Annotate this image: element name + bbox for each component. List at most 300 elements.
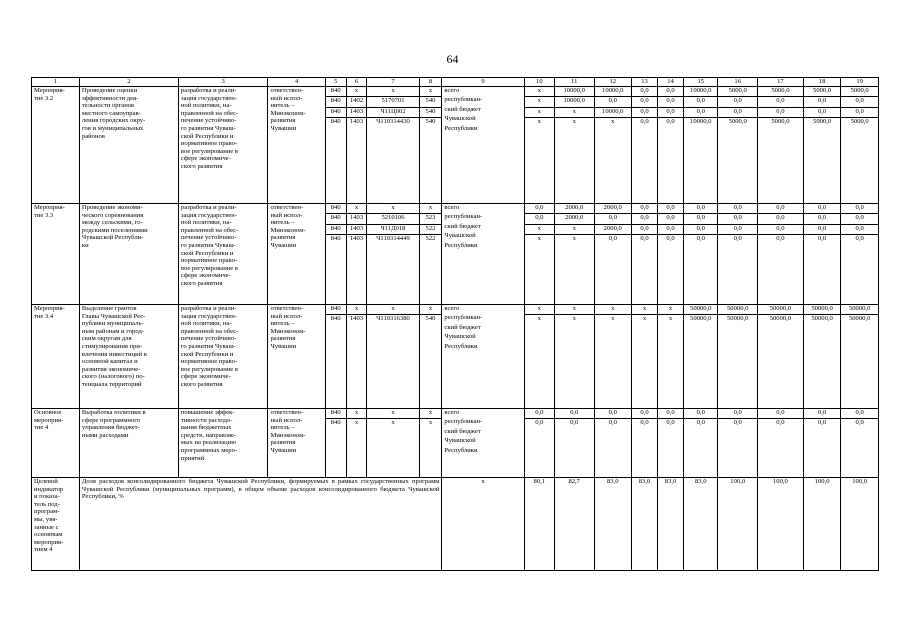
- year-value: 0,0: [855, 419, 864, 427]
- funding-source-line: Чувашской: [444, 232, 476, 240]
- year-value: 10000,0: [684, 87, 717, 97]
- year-value: 0,0: [658, 87, 683, 97]
- event-name-cell: Выработка политики в сфере программного управления бюджет- ными расходами: [79, 409, 178, 478]
- year-value: 2000,0: [555, 204, 594, 214]
- year-value: x: [555, 108, 594, 118]
- year-value: 0,0: [684, 108, 717, 118]
- year-value: x: [632, 305, 657, 315]
- year-value: 0,0: [718, 204, 757, 214]
- expense-type-cell: [419, 87, 442, 204]
- year-value: 10000,0: [555, 97, 594, 107]
- year-value-cell: [594, 409, 632, 478]
- year-value: 0,0: [608, 235, 617, 243]
- year-value: 0,0: [658, 204, 683, 214]
- year-value-cell: [718, 409, 758, 478]
- year-value: x: [525, 108, 554, 118]
- year-value: 0,0: [776, 419, 785, 427]
- year-value: 0,0: [684, 214, 717, 224]
- target-article-cell: [367, 409, 419, 478]
- header-cell: 6: [346, 78, 367, 87]
- target-indicator-value: 82,7: [554, 478, 594, 571]
- target-article-cell-line: Ч110314449: [376, 235, 410, 243]
- expense-type-cell-line: 522: [425, 235, 436, 243]
- executor-cell: ответствен- ный испол- нитель – Минэконом- развития Чувашии: [268, 409, 325, 478]
- year-value: 5000,0: [804, 87, 841, 97]
- executor-cell: ответствен- ный испол- нитель – Минэконом- развития Чувашии: [268, 305, 325, 409]
- year-value: x: [572, 235, 576, 243]
- target-article-cell-line: x: [367, 87, 418, 97]
- executor-cell: ответствен- ный испол- нитель – Минэконом- развития Чувашии: [268, 204, 325, 305]
- year-value: 0,0: [632, 204, 657, 214]
- year-value: x: [611, 118, 615, 126]
- funding-source-cell: [442, 204, 524, 305]
- year-value: 0,0: [718, 225, 757, 235]
- section-code-cell-line: 1403: [349, 235, 364, 243]
- year-value: x: [611, 315, 615, 323]
- year-value: 0,0: [841, 108, 878, 118]
- year-value: 0,0: [684, 97, 717, 107]
- section-code-cell: [346, 409, 367, 478]
- year-value: 50000,0: [841, 305, 878, 315]
- year-value: 0,0: [535, 419, 544, 427]
- year-value: 5000,0: [771, 118, 790, 126]
- funding-source-cell: [442, 87, 524, 204]
- grbs-code-cell-line: 840: [326, 204, 346, 214]
- section-code-cell: [346, 204, 367, 305]
- grbs-code-cell-line: 840: [326, 97, 346, 107]
- expense-type-cell-line: 540: [420, 108, 442, 118]
- header-cell: 11: [554, 78, 594, 87]
- expense-type-cell-line: x: [420, 409, 442, 419]
- year-value-cell: [594, 87, 632, 204]
- year-value: 0,0: [684, 204, 717, 214]
- funding-source-line: республикан-: [444, 418, 483, 426]
- event-number-cell: Основное мероприя- тие 4: [32, 409, 80, 478]
- year-value: 0,0: [718, 409, 757, 419]
- header-cell: 14: [658, 78, 684, 87]
- year-value: 10000,0: [690, 118, 712, 126]
- year-value: 0,0: [841, 97, 878, 107]
- year-value: 0,0: [555, 409, 594, 419]
- year-value: x: [658, 305, 683, 315]
- year-value: 0,0: [804, 108, 841, 118]
- header-row: [32, 78, 879, 87]
- expense-type-cell-line: 540: [425, 315, 436, 323]
- header-cell: 13: [632, 78, 658, 87]
- target-indicator-value: 83,0: [632, 478, 658, 571]
- funding-source-line: ский бюджет: [444, 427, 481, 435]
- expense-type-cell-line: x: [420, 87, 442, 97]
- target-indicator-label: Целевой индикатор и показа- тель под- програм- мы, увя- занные с основным мероприя- тием 4: [32, 478, 80, 571]
- section-code-cell-line: 1403: [347, 108, 367, 118]
- year-value: x: [555, 305, 594, 315]
- year-value: 0,0: [666, 235, 675, 243]
- year-value: 0,0: [696, 419, 705, 427]
- year-value: 5000,0: [841, 87, 878, 97]
- funding-source-line: республикан-: [444, 314, 483, 322]
- year-value: 0,0: [570, 419, 579, 427]
- target-indicator-value: 100,0: [758, 478, 804, 571]
- year-value: 0,0: [640, 118, 649, 126]
- year-value-cell: [554, 305, 594, 409]
- target-indicator-value: 80,1: [524, 478, 554, 571]
- year-value: 0,0: [632, 225, 657, 235]
- funding-source-line: Республики: [444, 342, 478, 350]
- target-article-cell-line: x: [391, 419, 395, 427]
- expense-type-cell-line: 540: [420, 97, 442, 107]
- funding-source-line: Чувашской: [444, 437, 476, 445]
- grbs-code-cell-line: 840: [326, 409, 346, 419]
- target-article-cell: [367, 204, 419, 305]
- header-cell: 3: [178, 78, 268, 87]
- year-value: 0,0: [666, 419, 675, 427]
- year-value: 0,0: [718, 97, 757, 107]
- year-value: 0,0: [804, 409, 841, 419]
- target-indicator-value: 83,0: [594, 478, 632, 571]
- header-cell: 19: [841, 78, 879, 87]
- year-value: 5000,0: [728, 118, 747, 126]
- funding-source-line: Республики: [444, 241, 478, 249]
- grbs-code-cell-line: 840: [326, 214, 346, 224]
- header-cell: 17: [758, 78, 804, 87]
- grbs-code-cell-line: 840: [330, 235, 341, 243]
- year-value: 0,0: [525, 409, 554, 419]
- year-value-cell: [803, 87, 841, 204]
- year-value-cell: [841, 305, 879, 409]
- target-indicator-value: 83,0: [684, 478, 718, 571]
- funding-source-line: ский бюджет: [444, 222, 481, 230]
- year-value: x: [555, 225, 594, 235]
- grbs-code-cell: [325, 305, 346, 409]
- year-value-cell: [758, 204, 804, 305]
- year-value-cell: [554, 204, 594, 305]
- year-value: 0,0: [632, 97, 657, 107]
- target-article-cell-line: Ч11Д018: [367, 225, 418, 235]
- year-value: 0,0: [804, 225, 841, 235]
- expense-type-cell-line: x: [420, 305, 442, 315]
- year-value-cell: [684, 87, 718, 204]
- year-value-cell: [684, 305, 718, 409]
- year-value: 5000,0: [813, 118, 832, 126]
- funding-source-line: Чувашской: [444, 333, 476, 341]
- funding-source-line: Республики: [444, 124, 478, 132]
- year-value: 0,0: [595, 409, 632, 419]
- year-value: 0,0: [658, 97, 683, 107]
- year-value: 0,0: [718, 214, 757, 224]
- year-value: 0,0: [804, 97, 841, 107]
- section-code-cell: [346, 305, 367, 409]
- target-indicator-value: 83,0: [658, 478, 684, 571]
- year-value: 0,0: [525, 204, 554, 214]
- year-value: 0,0: [658, 214, 683, 224]
- funding-source-line: ский бюджет: [444, 323, 481, 331]
- year-value: 0,0: [758, 225, 803, 235]
- year-value: 0,0: [758, 108, 803, 118]
- grbs-code-cell: [325, 87, 346, 204]
- year-value: 0,0: [718, 108, 757, 118]
- funding-source-line: республикан-: [444, 213, 483, 221]
- expense-type-cell-line: x: [420, 204, 442, 214]
- expense-type-cell: [419, 204, 442, 305]
- year-value: 5000,0: [758, 87, 803, 97]
- year-value-cell: [718, 87, 758, 204]
- section-code-cell-line: x: [347, 409, 367, 419]
- year-value: 10000,0: [595, 87, 632, 97]
- year-value: x: [572, 315, 576, 323]
- year-value: 0,0: [684, 409, 717, 419]
- year-value: 0,0: [776, 235, 785, 243]
- year-value-cell: [594, 305, 632, 409]
- grbs-code-cell-line: 840: [326, 87, 346, 97]
- year-value: 0,0: [817, 235, 827, 243]
- year-value: 0,0: [640, 419, 649, 427]
- year-value: 50000,0: [804, 305, 841, 315]
- year-value: x: [525, 305, 554, 315]
- grbs-code-cell-line: 840: [326, 305, 346, 315]
- event-number-cell: Мероприя- тие 3.3: [32, 204, 80, 305]
- funding-source-line: всего: [444, 305, 460, 312]
- task-cell: повышение эффек- тивности расходо- вания бюджетных средств, направляе- мых на реализацию программных меро- приятий: [178, 409, 268, 478]
- header-cell: 10: [524, 78, 554, 87]
- section-code-cell-line: 1402: [347, 97, 367, 107]
- target-indicator-source: x: [442, 478, 524, 571]
- year-value: 0,0: [758, 409, 803, 419]
- section-code-cell-line: 1403: [349, 118, 364, 126]
- target-indicator-value: 100,0: [803, 478, 841, 571]
- year-value-cell: [658, 204, 684, 305]
- year-value-cell: [718, 204, 758, 305]
- year-value: x: [537, 118, 541, 126]
- year-value-cell: [803, 409, 841, 478]
- section-code-cell-line: x: [347, 87, 367, 97]
- target-article-cell-line: 5210106: [367, 214, 418, 224]
- target-indicator-text: Доля расходов консолидированного бюджета Чувашской Республики, формируемых в рамках государственных программ Чувашской Республики (муниципальных программ), в общем объеме расходов консолидированного бюджета Чувашской Республики, %: [79, 478, 442, 571]
- year-value: 0,0: [804, 204, 841, 214]
- grbs-code-cell: [325, 204, 346, 305]
- year-value: 10000,0: [555, 87, 594, 97]
- header-cell: 9: [442, 78, 524, 87]
- year-value-cell: [841, 409, 879, 478]
- year-value: 0,0: [758, 204, 803, 214]
- section-code-cell-line: 1403: [349, 315, 364, 323]
- header-cell: 2: [79, 78, 178, 87]
- expense-type-cell-line: x: [428, 419, 433, 427]
- table-row: [32, 87, 879, 204]
- header-cell: 4: [268, 78, 325, 87]
- year-value: 0,0: [658, 225, 683, 235]
- budget-table: [31, 77, 879, 571]
- year-value-cell: [841, 204, 879, 305]
- year-value: 0,0: [632, 87, 657, 97]
- section-code-cell-line: x: [347, 305, 367, 315]
- year-value-cell: [594, 204, 632, 305]
- funding-source-cell: [442, 409, 524, 478]
- year-value: 50000,0: [727, 315, 749, 323]
- year-value: 0,0: [841, 214, 878, 224]
- year-value: 0,0: [632, 214, 657, 224]
- year-value: 0,0: [758, 97, 803, 107]
- year-value: 0,0: [595, 214, 632, 224]
- year-value-cell: [632, 409, 658, 478]
- year-value: x: [595, 305, 632, 315]
- year-value: 0,0: [684, 225, 717, 235]
- header-cell: 8: [419, 78, 442, 87]
- funding-source-cell: [442, 305, 524, 409]
- target-article-cell-line: Ч11Ц002: [367, 108, 418, 118]
- year-value: 0,0: [733, 235, 742, 243]
- year-value-cell: [803, 204, 841, 305]
- funding-source-line: всего: [444, 87, 460, 94]
- year-value: 0,0: [632, 108, 657, 118]
- header-cell: 7: [367, 78, 419, 87]
- target-article-cell-line: Ч110314430: [376, 118, 410, 126]
- year-value: 10000,0: [595, 108, 632, 118]
- task-cell: разработка и реали- зация государствен- ной политики, на- правленной на обес- печение устойчиво- го развития Чуваш- ской Республики и нормативное право- вое регулирование в сфере экономиче- ского развития: [178, 305, 268, 409]
- year-value: 50000,0: [684, 305, 717, 315]
- expense-type-cell-line: 523: [420, 214, 442, 224]
- year-value-cell: [524, 204, 554, 305]
- target-article-cell: [367, 305, 419, 409]
- grbs-code-cell-line: 840: [330, 419, 341, 427]
- year-value: 0,0: [595, 97, 632, 107]
- year-value: x: [572, 118, 576, 126]
- table-row: [32, 409, 879, 478]
- header-cell: 18: [803, 78, 841, 87]
- section-code-cell-line: 1403: [347, 225, 367, 235]
- year-value-cell: [684, 204, 718, 305]
- year-value: 50000,0: [811, 315, 833, 323]
- target-article-cell-line: x: [367, 305, 418, 315]
- funding-source-line: ский бюджет: [444, 105, 481, 113]
- year-value-cell: [554, 87, 594, 204]
- year-value: 5000,0: [718, 87, 757, 97]
- grbs-code-cell: [325, 409, 346, 478]
- header-cell: 1: [32, 78, 80, 87]
- year-value: 0,0: [817, 419, 827, 427]
- executor-cell: ответствен- ный испол- нитель – Минэконом- развития Чувашии: [268, 87, 325, 204]
- table-row: [32, 204, 879, 305]
- year-value: 0,0: [658, 409, 683, 419]
- expense-type-cell-line: 522: [420, 225, 442, 235]
- funding-source-line: всего: [444, 409, 460, 416]
- target-article-cell: [367, 87, 419, 204]
- funding-source-line: Чувашской: [444, 115, 476, 123]
- year-value: 0,0: [758, 214, 803, 224]
- grbs-code-cell-line: 840: [326, 225, 346, 235]
- target-indicator-row: [32, 478, 879, 571]
- year-value: x: [525, 225, 554, 235]
- year-value: 0,0: [855, 235, 864, 243]
- year-value: 50000,0: [758, 305, 803, 315]
- year-value: 0,0: [525, 214, 554, 224]
- section-code-cell-line: x: [354, 419, 359, 427]
- year-value-cell: [524, 87, 554, 204]
- year-value-cell: [524, 409, 554, 478]
- event-number-cell: Мероприя- тие 3.2: [32, 87, 80, 204]
- year-value: x: [525, 87, 554, 97]
- header-cell: 15: [684, 78, 718, 87]
- year-value: 0,0: [608, 419, 617, 427]
- funding-source-line: всего: [444, 204, 460, 211]
- section-code-cell: [346, 87, 367, 204]
- year-value-cell: [632, 305, 658, 409]
- year-value: 5000,0: [850, 118, 869, 126]
- target-indicator-value: 100,0: [718, 478, 758, 571]
- table-row: [32, 305, 879, 409]
- year-value-cell: [684, 409, 718, 478]
- year-value: 50000,0: [848, 315, 871, 323]
- year-value: x: [537, 235, 541, 243]
- year-value-cell: [658, 87, 684, 204]
- year-value: x: [525, 97, 554, 107]
- section-code-cell-line: x: [347, 204, 367, 214]
- target-article-cell-line: 5170701: [367, 97, 418, 107]
- year-value: 0,0: [841, 225, 878, 235]
- event-name-cell: Проведение экономи- ческого соревнования между сельскими, го- родскими поселениями Чувашской Республи- ки: [79, 204, 178, 305]
- expense-type-cell-line: 540: [425, 118, 436, 126]
- year-value-cell: [658, 409, 684, 478]
- header-cell: 16: [718, 78, 758, 87]
- year-value: 2000,0: [595, 225, 632, 235]
- year-value: 2000,0: [595, 204, 632, 214]
- year-value-cell: [632, 87, 658, 204]
- year-value: 50000,0: [690, 315, 712, 323]
- funding-source-line: Республики: [444, 446, 478, 454]
- year-value: 2000,0: [555, 214, 594, 224]
- header-cell: 5: [325, 78, 346, 87]
- year-value: x: [668, 315, 673, 323]
- year-value: 0,0: [658, 108, 683, 118]
- year-value: 0,0: [841, 409, 878, 419]
- year-value-cell: [841, 87, 879, 204]
- year-value-cell: [758, 87, 804, 204]
- expense-type-cell: [419, 305, 442, 409]
- event-name-cell: Проведение оценки эффективности дея- тельности органов местного самоуправ- ления городских окру- гов и муниципальных районов: [79, 87, 178, 204]
- funding-source-line: республикан-: [444, 96, 483, 104]
- year-value: 0,0: [696, 235, 705, 243]
- grbs-code-cell-line: 840: [330, 118, 341, 126]
- year-value: 0,0: [632, 409, 657, 419]
- year-value-cell: [632, 204, 658, 305]
- grbs-code-cell-line: 840: [326, 108, 346, 118]
- year-value: 0,0: [640, 235, 649, 243]
- year-value: 0,0: [733, 419, 742, 427]
- year-value-cell: [718, 305, 758, 409]
- target-article-cell-line: x: [367, 409, 418, 419]
- year-value-cell: [554, 409, 594, 478]
- target-indicator-value: 100,0: [841, 478, 879, 571]
- target-article-cell-line: x: [367, 204, 418, 214]
- grbs-code-cell-line: 840: [330, 315, 341, 323]
- page-number: 64: [446, 52, 459, 66]
- task-cell: разработка и реали- зация государствен- ной политики, на- правленной на обес- печение устойчиво- го развития Чуваш- ской Республики и нормативное право- вое регулирование в сфере экономиче- ского развития: [178, 87, 268, 204]
- year-value-cell: [803, 305, 841, 409]
- section-code-cell-line: 1403: [347, 214, 367, 224]
- task-cell: разработка и реали- зация государствен- ной политики, на- правленной на обес- печение устойчиво- го развития Чуваш- ской Республики и нормативное право- вое регулирование в сфере экономиче- ского развития: [178, 204, 268, 305]
- year-value: 50000,0: [769, 315, 792, 323]
- year-value: 50000,0: [718, 305, 757, 315]
- year-value-cell: [524, 305, 554, 409]
- year-value: 0,0: [804, 214, 841, 224]
- year-value-cell: [658, 305, 684, 409]
- event-number-cell: Мероприя- тие 3.4: [32, 305, 80, 409]
- target-article-cell-line: Ч110316380: [376, 315, 410, 323]
- year-value: x: [642, 315, 647, 323]
- year-value: 0,0: [666, 118, 675, 126]
- event-name-cell: Выделение грантов Главы Чувашской Рес- публики муниципаль- ным районам и город- ским округам для стимулирования при- влечения инвестиций в основной капитал и развития экономиче- ского (налогового) по- тенциала территорий: [79, 305, 178, 409]
- year-value-cell: [758, 409, 804, 478]
- table-body: [32, 78, 879, 571]
